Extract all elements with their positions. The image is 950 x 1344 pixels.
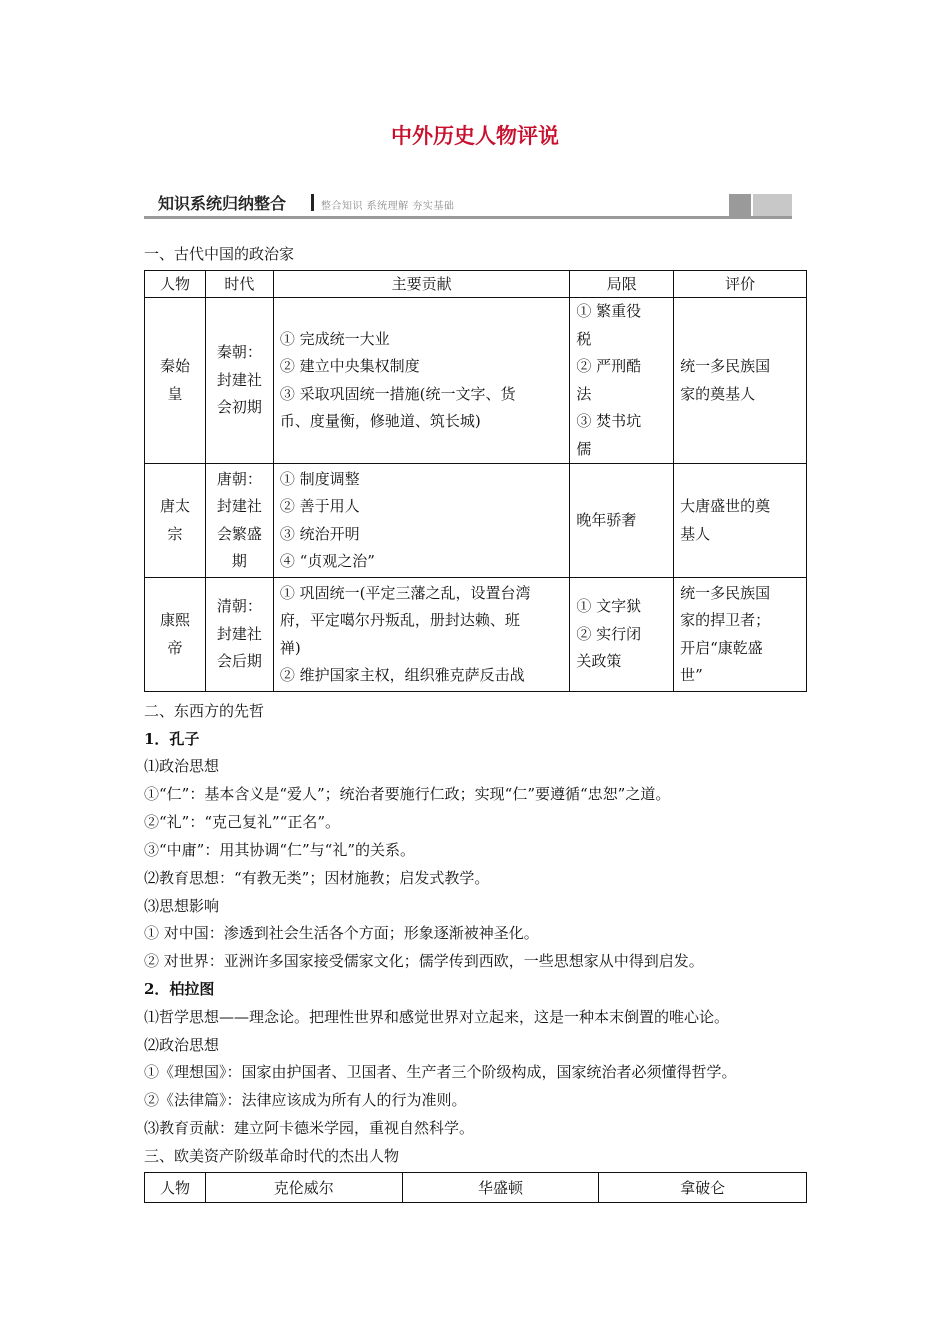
header-cell: 克伦威尔 [205, 1173, 402, 1203]
section2-heading: 二、东西方的先哲 [144, 702, 265, 720]
header-cell: 华盛顿 [402, 1173, 599, 1203]
subsection-heading: 1．孔子 [144, 730, 200, 748]
header-cell: 人物 [145, 271, 206, 298]
text-line: ⑴哲学思想——理念论。把理性世界和感觉世界对立起来，这是一种本末倒置的唯心论。 [144, 1008, 730, 1026]
evaluation-cell: 统一多民族国 家的捍卫者； 开启“康乾盛 世” [674, 578, 807, 692]
banner-divider [311, 194, 314, 211]
table-row [145, 298, 807, 464]
evaluation-cell: 大唐盛世的奠 基人 [674, 464, 807, 578]
text-line: ① 对中国：渗透到社会生活各个方面；形象逐渐被神圣化。 [144, 924, 539, 942]
person-cell: 康熙 帝 [145, 578, 206, 692]
contribution-cell: ① 巩固统一(平定三藩之乱，设置台湾 府，平定噶尔丹叛乱，册封达赖、班 禅) ② 维护国家主权，组织雅克萨反击战 [273, 578, 569, 692]
subsection-heading: 2．柏拉图 [144, 980, 215, 998]
era-cell: 唐朝： 封建社 会繁盛 期 [205, 464, 273, 578]
revolution-figures-table [144, 1172, 807, 1203]
text-line: ②“礼”：“克己复礼”“正名”。 [144, 813, 341, 831]
text-line: ② 对世界：亚洲许多国家接受儒家文化；儒学传到西欧，一些思想家从中得到启发。 [144, 952, 704, 970]
text-line: ①“仁”：基本含义是“爱人”；统治者要施行仁政；实现“仁”要遵循“忠恕”之道。 [144, 785, 671, 803]
era-cell: 清朝： 封建社 会后期 [205, 578, 273, 692]
evaluation-cell: 统一多民族国 家的奠基人 [674, 298, 807, 464]
header-cell: 主要贡献 [273, 271, 569, 298]
person-cell: 秦始 皇 [145, 298, 206, 464]
header-cell: 局限 [570, 271, 674, 298]
header-cell: 人物 [145, 1173, 206, 1203]
politicians-table [144, 270, 807, 692]
banner-decor-box [729, 194, 751, 216]
banner-subtitle: 整合知识 系统理解 夯实基础 [321, 201, 455, 212]
text-line: ⑶教育贡献：建立阿卡德米学园，重视自然科学。 [144, 1119, 475, 1137]
header-cell: 时代 [205, 271, 273, 298]
limitation-cell: ① 文字狱 ② 实行闭 关政策 [570, 578, 674, 692]
banner-decor-box [753, 194, 792, 216]
text-line: ⑵政治思想 [144, 1036, 220, 1054]
person-cell: 唐太 宗 [145, 464, 206, 578]
section-banner [144, 190, 792, 220]
contribution-cell: ① 制度调整 ② 善于用人 ③ 统治开明 ④ “贞观之治” [273, 464, 569, 578]
table-header-row [145, 1173, 807, 1203]
text-line: ②《法律篇》：法律应该成为所有人的行为准则。 [144, 1091, 467, 1109]
text-line: ⑵教育思想：“有教无类”；因材施教；启发式教学。 [144, 869, 490, 887]
section1-heading: 一、古代中国的政治家 [144, 245, 295, 263]
text-line: ⑶思想影响 [144, 897, 220, 915]
header-cell: 评价 [674, 271, 807, 298]
table-header-row [145, 271, 807, 298]
text-line: ⑴政治思想 [144, 757, 220, 775]
banner-title: 知识系统归纳整合 [158, 194, 287, 213]
contribution-cell: ① 完成统一大业 ② 建立中央集权制度 ③ 采取巩固统一措施(统一文字、货 币、度量衡，修驰道、筑长城) [273, 298, 569, 464]
table-row [145, 578, 807, 692]
document-title: 中外历史人物评说 [391, 124, 559, 148]
text-line: ①《理想国》：国家由护国者、卫国者、生产者三个阶级构成，国家统治者必须懂得哲学。 [144, 1063, 737, 1081]
banner-underline [144, 216, 792, 219]
table-row [145, 464, 807, 578]
section3-heading: 三、欧美资产阶级革命时代的杰出人物 [144, 1147, 400, 1165]
header-cell: 拿破仑 [599, 1173, 807, 1203]
era-cell: 秦朝： 封建社 会初期 [205, 298, 273, 464]
limitation-cell: 晚年骄奢 [570, 464, 674, 578]
text-line: ③“中庸”：用其协调“仁”与“礼”的关系。 [144, 841, 416, 859]
limitation-cell: ① 繁重役 税 ② 严刑酷 法 ③ 焚书坑 儒 [570, 298, 674, 464]
